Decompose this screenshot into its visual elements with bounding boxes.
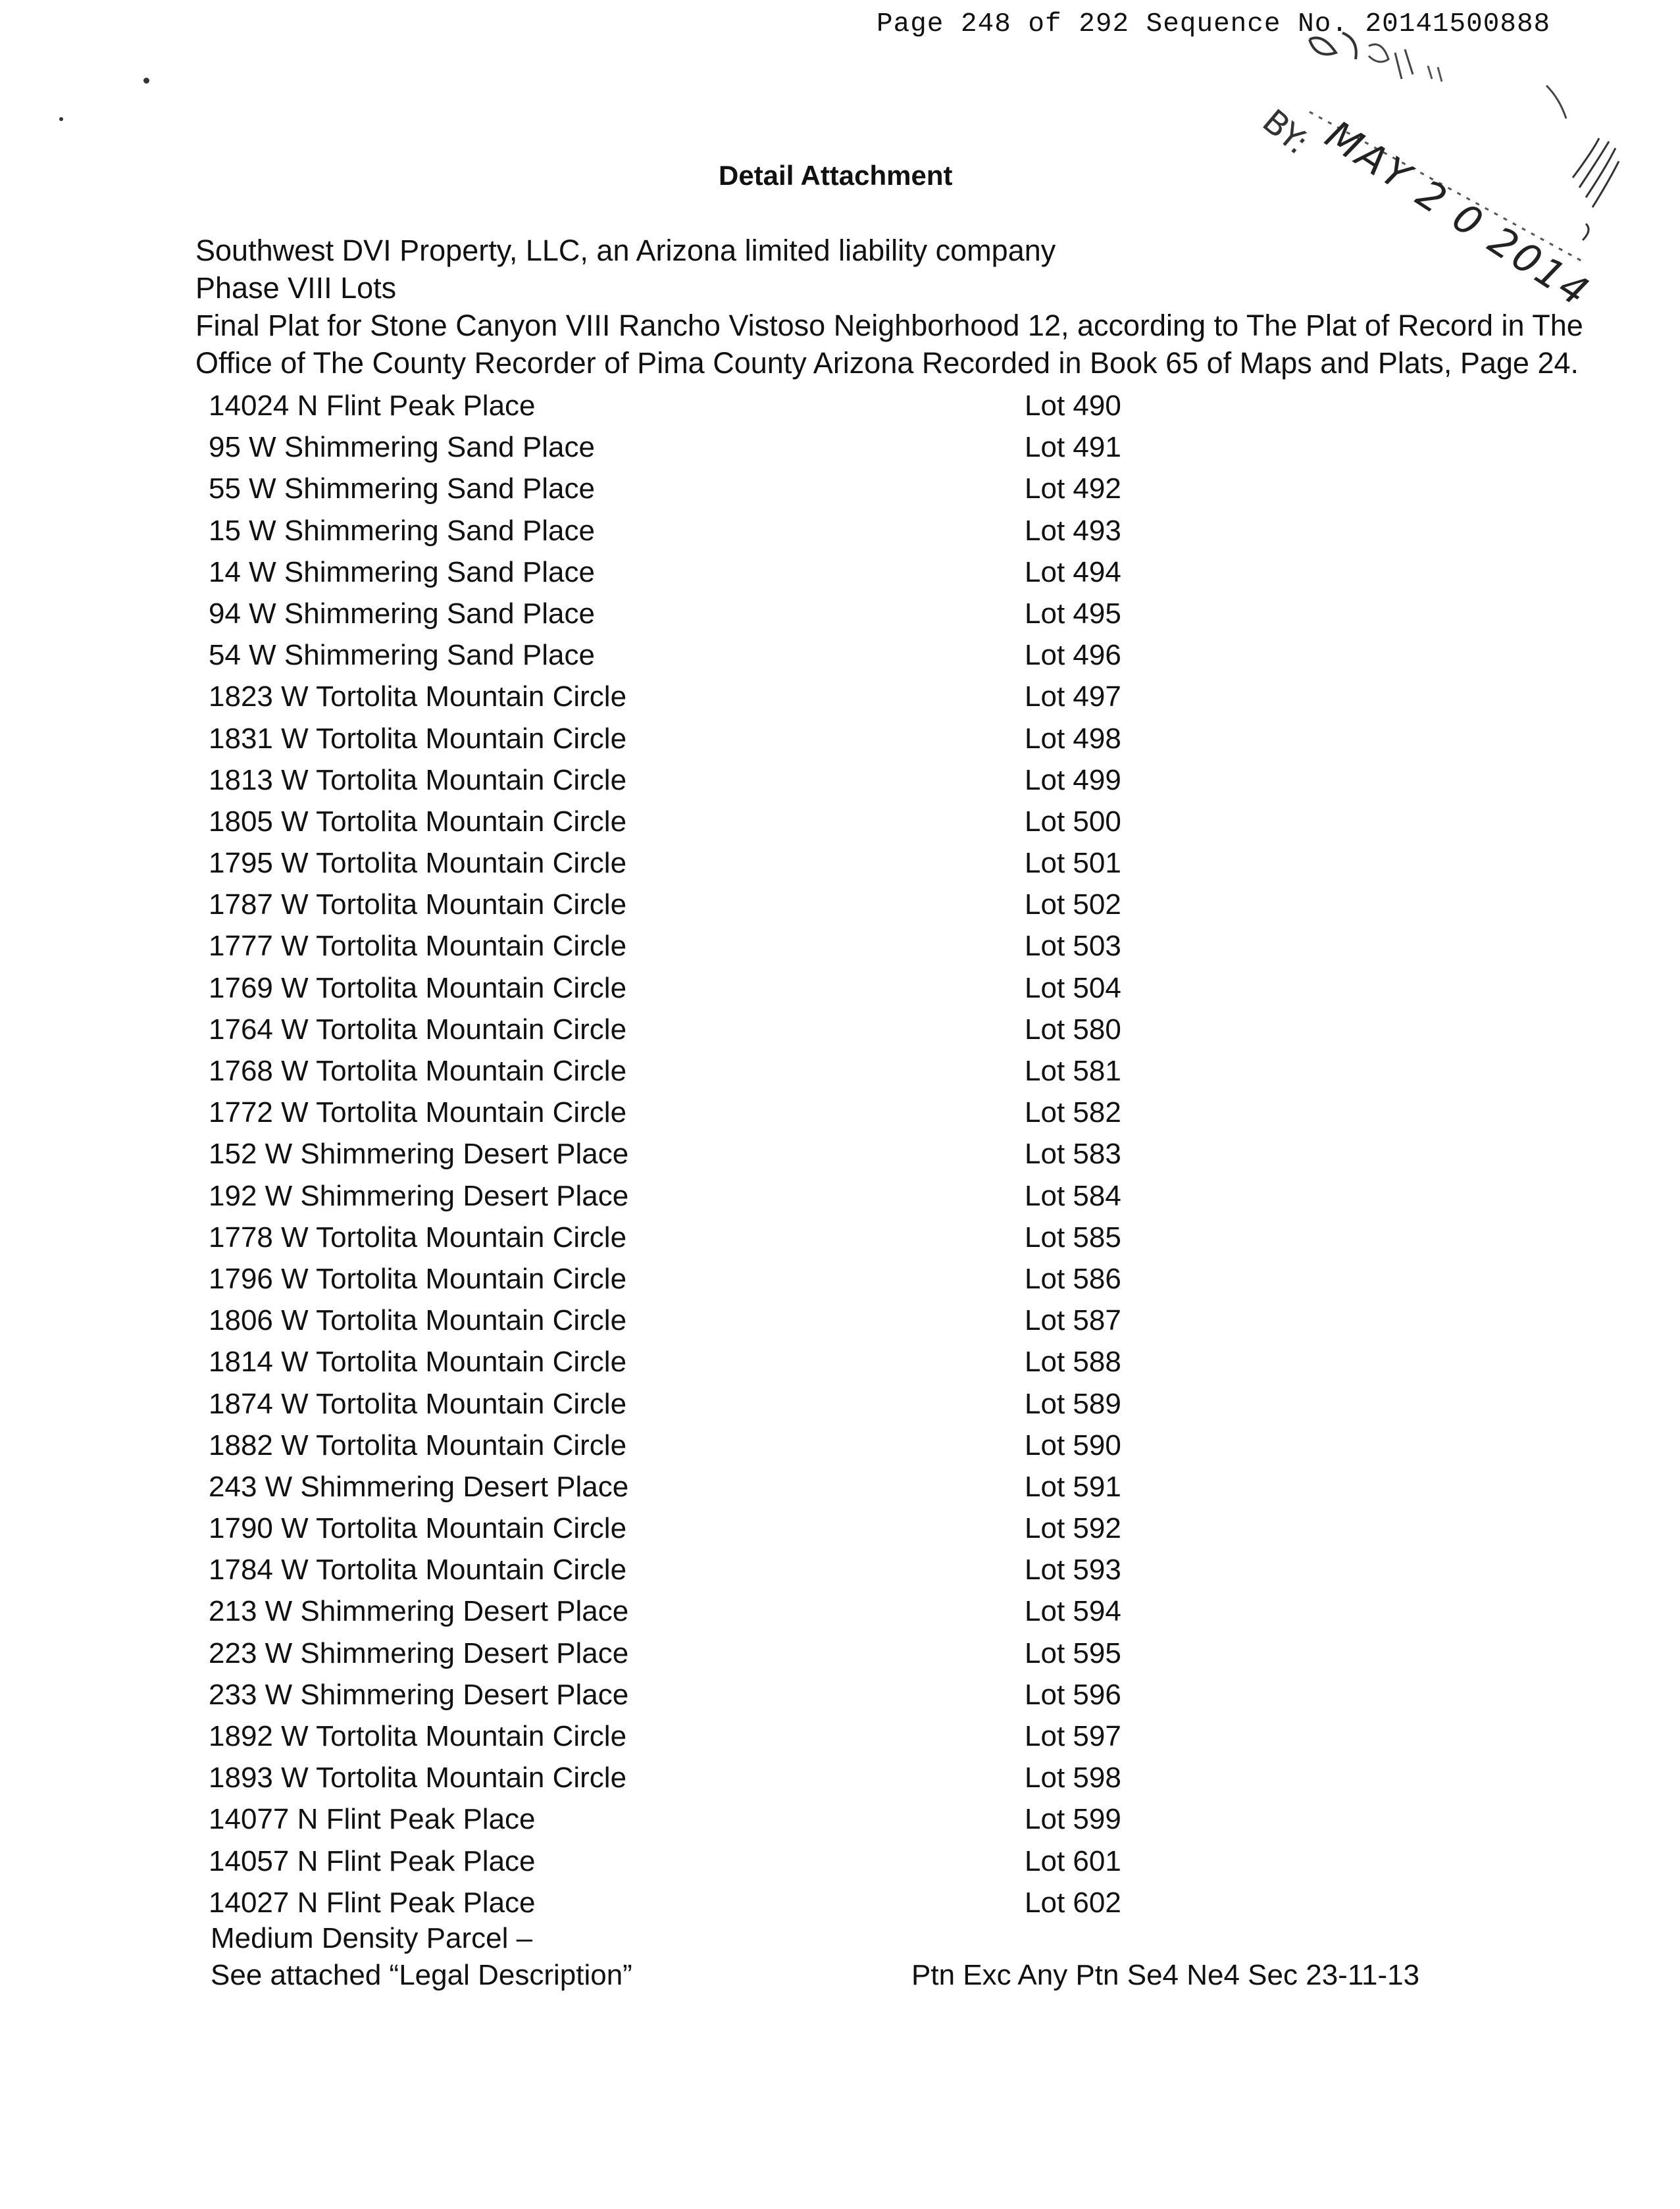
list-item [209, 1841, 1393, 1882]
lot-number: Lot 594 [1025, 1595, 1121, 1628]
list-item [209, 1466, 1393, 1508]
list-item [209, 1050, 1393, 1092]
list-item [209, 1133, 1393, 1175]
list-item [209, 718, 1393, 759]
lot-number: Lot 581 [1025, 1055, 1121, 1087]
list-item [209, 551, 1393, 593]
lot-address: 14057 N Flint Peak Place [209, 1844, 536, 1877]
lot-number: Lot 495 [1025, 597, 1121, 630]
parcel-legal-description: Ptn Exc Any Ptn Se4 Ne4 Sec 23-11-13 [911, 1959, 1420, 1991]
lot-address: 1831 W Tortolita Mountain Circle [209, 722, 627, 755]
lot-number: Lot 590 [1025, 1429, 1121, 1461]
lot-number: Lot 497 [1025, 680, 1121, 713]
list-item [209, 510, 1393, 551]
list-item [209, 1341, 1393, 1383]
lot-number: Lot 585 [1025, 1221, 1121, 1254]
lot-number: Lot 494 [1025, 555, 1121, 588]
lot-number: Lot 501 [1025, 847, 1121, 880]
lot-number: Lot 493 [1025, 514, 1121, 547]
lot-number: Lot 592 [1025, 1512, 1121, 1545]
lot-address: 1764 W Tortolita Mountain Circle [209, 1013, 627, 1046]
stamp-date: MAY 2 0 2014 [1317, 112, 1598, 317]
list-item [209, 1508, 1393, 1549]
list-item [209, 634, 1393, 676]
lot-address: 95 W Shimmering Sand Place [209, 431, 595, 464]
list-item [209, 1300, 1393, 1341]
lot-address: 1777 W Tortolita Mountain Circle [209, 930, 627, 963]
lot-number: Lot 595 [1025, 1637, 1121, 1669]
list-item [209, 468, 1393, 509]
lot-number: Lot 599 [1025, 1803, 1121, 1836]
lot-address: 1892 W Tortolita Mountain Circle [209, 1720, 627, 1752]
lot-address: 54 W Shimmering Sand Place [209, 639, 595, 672]
lot-address: 1784 W Tortolita Mountain Circle [209, 1554, 627, 1587]
list-item [209, 1425, 1393, 1466]
lot-number: Lot 597 [1025, 1720, 1121, 1752]
lot-address: 243 W Shimmering Desert Place [209, 1470, 629, 1503]
document-title: Detail Attachment [719, 160, 953, 191]
list-item [209, 1882, 1393, 1923]
lot-number: Lot 596 [1025, 1678, 1121, 1711]
lot-number: Lot 589 [1025, 1387, 1121, 1420]
lot-address: 1772 W Tortolita Mountain Circle [209, 1096, 627, 1129]
parcel-legal-reference: See attached “Legal Description” [211, 1959, 632, 1991]
lot-number: Lot 496 [1025, 639, 1121, 672]
lot-number: Lot 591 [1025, 1470, 1121, 1503]
lot-number: Lot 587 [1025, 1304, 1121, 1337]
lot-list [209, 385, 1393, 1923]
lot-number: Lot 583 [1025, 1138, 1121, 1171]
list-item [209, 1674, 1393, 1715]
lot-number: Lot 602 [1025, 1886, 1121, 1919]
list-item [209, 842, 1393, 884]
lot-number: Lot 500 [1025, 805, 1121, 838]
scan-speck [59, 117, 63, 121]
lot-number: Lot 492 [1025, 472, 1121, 505]
lot-address: 1893 W Tortolita Mountain Circle [209, 1762, 627, 1794]
intro-line: Phase VIII Lots [195, 271, 397, 305]
page-sequence-header: Page 248 of 292 Sequence No. 20141500888 [877, 9, 1551, 39]
scan-speck [143, 78, 149, 84]
list-item [209, 1383, 1393, 1425]
lot-address: 1823 W Tortolita Mountain Circle [209, 680, 627, 713]
intro-block [195, 232, 1583, 382]
list-item [209, 1757, 1393, 1798]
stamp-by-label: BY: [1255, 102, 1317, 162]
list-item [209, 1549, 1393, 1590]
lot-address: 213 W Shimmering Desert Place [209, 1595, 629, 1628]
list-item [209, 1009, 1393, 1050]
lot-number: Lot 504 [1025, 971, 1121, 1004]
lot-address: 233 W Shimmering Desert Place [209, 1678, 629, 1711]
list-item [209, 1092, 1393, 1133]
list-item [209, 1798, 1393, 1840]
lot-number: Lot 490 [1025, 390, 1121, 422]
lot-address: 14027 N Flint Peak Place [209, 1886, 536, 1919]
list-item [209, 1175, 1393, 1217]
lot-address: 1806 W Tortolita Mountain Circle [209, 1304, 627, 1337]
list-item [209, 593, 1393, 634]
list-item [209, 676, 1393, 717]
lot-address: 1813 W Tortolita Mountain Circle [209, 763, 627, 796]
lot-address: 192 W Shimmering Desert Place [209, 1179, 629, 1212]
parcel-block [211, 1920, 1527, 1994]
lot-number: Lot 593 [1025, 1554, 1121, 1587]
lot-address: 152 W Shimmering Desert Place [209, 1138, 629, 1171]
list-item [209, 1633, 1393, 1674]
lot-number: Lot 491 [1025, 431, 1121, 464]
intro-line: Final Plat for Stone Canyon VIII Rancho Vistoso Neighborhood 12, according to The Plat of Record in The [195, 309, 1583, 342]
list-item [209, 1217, 1393, 1258]
lot-number: Lot 498 [1025, 722, 1121, 755]
lot-address: 1874 W Tortolita Mountain Circle [209, 1387, 627, 1420]
lot-address: 223 W Shimmering Desert Place [209, 1637, 629, 1669]
list-item [209, 426, 1393, 468]
lot-address: 1787 W Tortolita Mountain Circle [209, 888, 627, 921]
lot-address: 14 W Shimmering Sand Place [209, 555, 595, 588]
lot-number: Lot 580 [1025, 1013, 1121, 1046]
lot-address: 94 W Shimmering Sand Place [209, 597, 595, 630]
list-item [209, 1715, 1393, 1757]
intro-line: Office of The County Recorder of Pima County Arizona Recorded in Book 65 of Maps and Plats, Page 24. [195, 346, 1579, 380]
lot-number: Lot 588 [1025, 1346, 1121, 1379]
lot-address: 15 W Shimmering Sand Place [209, 514, 595, 547]
lot-address: 1769 W Tortolita Mountain Circle [209, 971, 627, 1004]
list-item [209, 967, 1393, 1009]
list-item [209, 759, 1393, 801]
lot-number: Lot 601 [1025, 1844, 1121, 1877]
lot-address: 1795 W Tortolita Mountain Circle [209, 847, 627, 880]
list-item [209, 925, 1393, 967]
list-item [209, 385, 1393, 426]
parcel-label: Medium Density Parcel – [211, 1922, 533, 1954]
lot-number: Lot 499 [1025, 763, 1121, 796]
lot-number: Lot 584 [1025, 1179, 1121, 1212]
lot-address: 14024 N Flint Peak Place [209, 390, 536, 422]
intro-line: Southwest DVI Property, LLC, an Arizona limited liability company [195, 234, 1056, 267]
lot-number: Lot 503 [1025, 930, 1121, 963]
list-item [209, 1590, 1393, 1632]
lot-address: 1882 W Tortolita Mountain Circle [209, 1429, 627, 1461]
list-item [209, 1258, 1393, 1300]
lot-address: 1796 W Tortolita Mountain Circle [209, 1262, 627, 1295]
lot-address: 1805 W Tortolita Mountain Circle [209, 805, 627, 838]
lot-address: 1814 W Tortolita Mountain Circle [209, 1346, 627, 1379]
lot-address: 14077 N Flint Peak Place [209, 1803, 536, 1836]
lot-address: 1790 W Tortolita Mountain Circle [209, 1512, 627, 1545]
list-item [209, 801, 1393, 842]
lot-number: Lot 502 [1025, 888, 1121, 921]
lot-address: 1778 W Tortolita Mountain Circle [209, 1221, 627, 1254]
lot-number: Lot 598 [1025, 1762, 1121, 1794]
list-item [209, 884, 1393, 925]
lot-address: 1768 W Tortolita Mountain Circle [209, 1055, 627, 1087]
lot-number: Lot 586 [1025, 1262, 1121, 1295]
lot-number: Lot 582 [1025, 1096, 1121, 1129]
lot-address: 55 W Shimmering Sand Place [209, 472, 595, 505]
